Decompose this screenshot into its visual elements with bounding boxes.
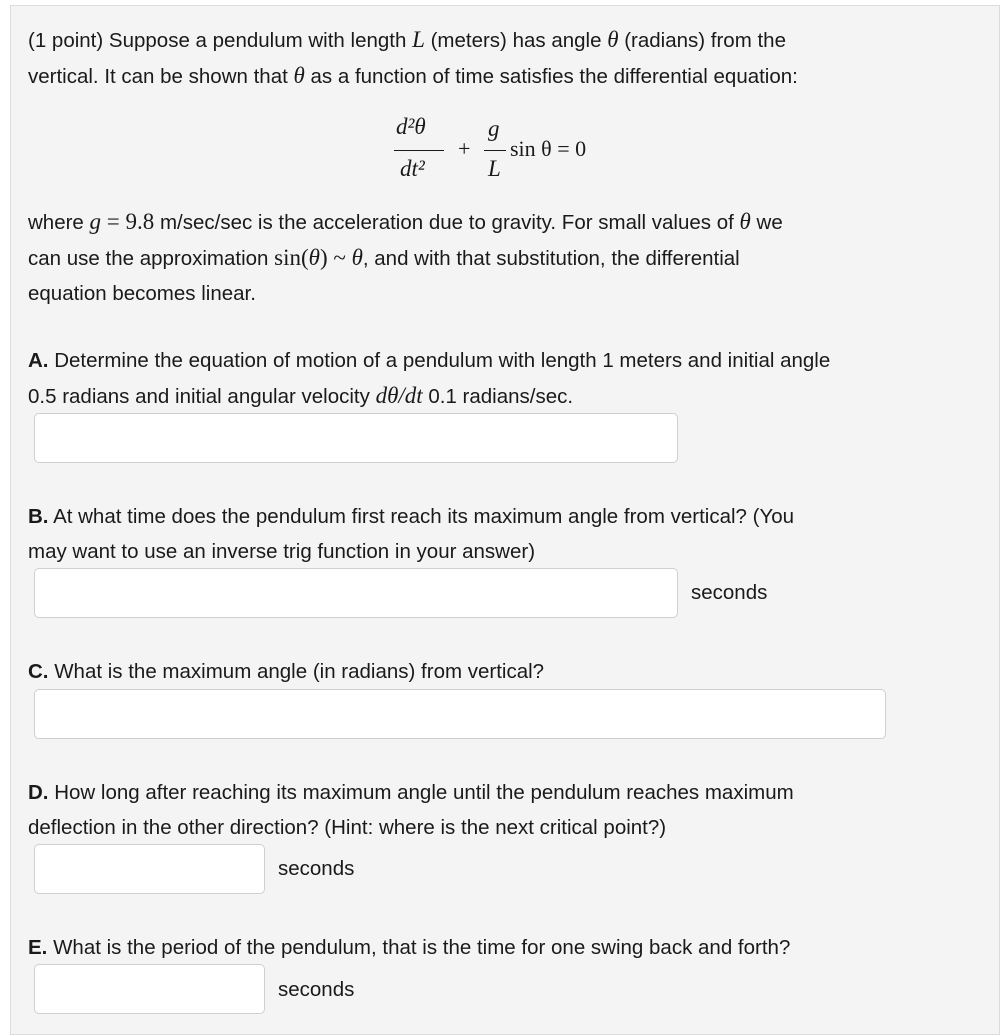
answer-d-input[interactable] xyxy=(34,844,265,894)
answer-a-input[interactable] xyxy=(34,413,678,463)
eq-numerator-left: d²θ xyxy=(396,114,426,139)
eq-numerator-right: g xyxy=(488,116,500,141)
question-d-line-2: deflection in the other direction? (Hint: where is the next critical point?) xyxy=(28,816,667,839)
question-d-line-1: D. How long after reaching its maximum angle until the pendulum reaches maximum xyxy=(28,781,794,804)
intro-line-2: vertical. It can be shown that θ as a function of time satisfies the differential equation: xyxy=(28,63,798,88)
context-line-1: where g = 9.8 m/sec/sec is the acceleration due to gravity. For small values of θ we xyxy=(28,209,783,234)
question-a-line-2: 0.5 radians and initial angular velocity dθ/dt 0.1 radians/sec. xyxy=(28,383,574,408)
question-c-line-1: C. What is the maximum angle (in radians) from vertical? xyxy=(28,660,545,683)
eq-denominator-right: L xyxy=(488,156,501,181)
eq-fraction-bar-left xyxy=(394,150,444,151)
eq-denominator-left: dt² xyxy=(400,156,425,181)
answer-b-unit: seconds xyxy=(691,581,768,604)
question-b-line-2: may want to use an inverse trig function in your answer) xyxy=(28,540,536,563)
eq-fraction-bar-right xyxy=(484,150,506,151)
differential-equation xyxy=(390,112,650,192)
eq-tail: sin θ = 0 xyxy=(510,136,587,161)
context-line-3: equation becomes linear. xyxy=(28,282,256,305)
answer-e-input[interactable] xyxy=(34,964,265,1014)
answer-e-unit: seconds xyxy=(278,978,355,1001)
answer-c-input[interactable] xyxy=(34,689,886,739)
answer-b-input[interactable] xyxy=(34,568,678,618)
context-line-2: can use the approximation sin(θ) ~ θ, and with that substitution, the differential xyxy=(28,245,740,270)
question-a-line-1: A. Determine the equation of motion of a pendulum with length 1 meters and initial angle xyxy=(28,349,831,372)
question-e-line-1: E. What is the period of the pendulum, that is the time for one swing back and forth? xyxy=(28,936,791,959)
intro-line-1: (1 point) Suppose a pendulum with length L (meters) has angle θ (radians) from the xyxy=(28,27,786,52)
eq-plus: + xyxy=(458,136,471,161)
question-b-line-1: B. At what time does the pendulum first reach its maximum angle from vertical? (You xyxy=(28,505,795,528)
answer-d-unit: seconds xyxy=(278,857,355,880)
